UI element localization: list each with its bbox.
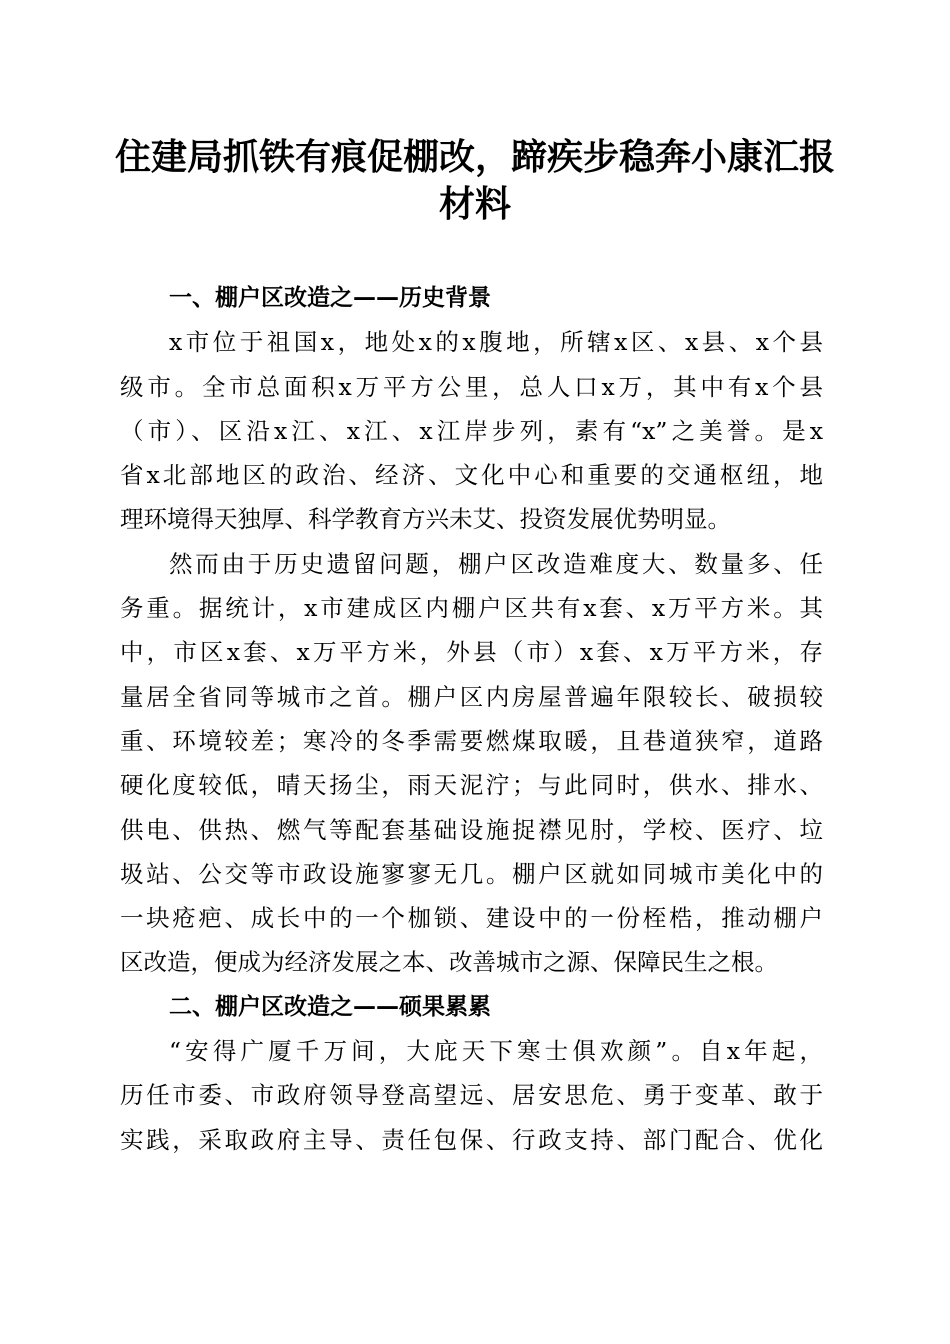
paragraph xyxy=(120,1029,823,1162)
text-line: 一块疮疤、成长中的一个枷锁、建设中的一份桎梏，推动棚户 xyxy=(120,904,823,933)
text-line: 实践，采取政府主导、责任包保、行政支持、部门配合、优化 xyxy=(120,1125,823,1154)
text-line: 重、环境较差；寒冷的冬季需要燃煤取暖，且巷道狭窄，道路 xyxy=(120,726,823,755)
paragraph xyxy=(120,320,823,541)
text-line: 然而由于历史遗留问题，棚户区改造难度大、数量多、任 xyxy=(169,549,823,578)
title-line: 住建局抓铁有痕促棚改，蹄疾步稳奔小康汇报 xyxy=(114,136,835,178)
paragraph xyxy=(120,542,823,985)
text-line: 理环境得天独厚、科学教育方兴未艾、投资发展优势明显。 xyxy=(120,505,731,534)
text-line: x市位于祖国x，地处x的x腹地，所辖x区、x县、x个县 xyxy=(169,328,823,357)
text-line: 中，市区x套、x万平方米，外县（市）x套、x万平方米，存 xyxy=(120,638,823,667)
text-line: 区改造，便成为经济发展之本、改善城市之源、保障民生之根。 xyxy=(120,948,778,977)
text-line: （市）、区沿x江、x江、x江岸步列，素有“x”之美誉。是x xyxy=(120,416,823,445)
section-heading: 二、棚户区改造之——硕果累累 xyxy=(169,993,491,1020)
text-line: 量居全省同等城市之首。棚户区内房屋普遍年限较长、破损较 xyxy=(120,682,823,711)
section-heading: 一、棚户区改造之——历史背景 xyxy=(169,285,491,311)
title-line: 材料 xyxy=(438,183,511,225)
text-line: 圾站、公交等市政设施寥寥无几。棚户区就如同城市美化中的 xyxy=(120,859,823,888)
document-body xyxy=(120,276,823,1162)
text-line: 务重。据统计，x市建成区内棚户区共有x套、x万平方米。其 xyxy=(120,594,823,623)
text-line: 供电、供热、燃气等配套基础设施捉襟见肘，学校、医疗、垃 xyxy=(120,815,823,844)
text-line: “安得广厦千万间，大庇天下寒士俱欢颜”。自x年起， xyxy=(169,1037,823,1066)
text-line: 级市。全市总面积x万平方公里，总人口x万，其中有x个县 xyxy=(120,372,823,401)
document-title xyxy=(110,134,840,228)
text-line: 历任市委、市政府领导登高望远、居安思危、勇于变革、敢于 xyxy=(120,1081,823,1110)
text-line: 省x北部地区的政治、经济、文化中心和重要的交通枢纽，地 xyxy=(120,461,823,490)
text-line: 硬化度较低，晴天扬尘，雨天泥泞；与此同时，供水、排水、 xyxy=(120,771,823,800)
